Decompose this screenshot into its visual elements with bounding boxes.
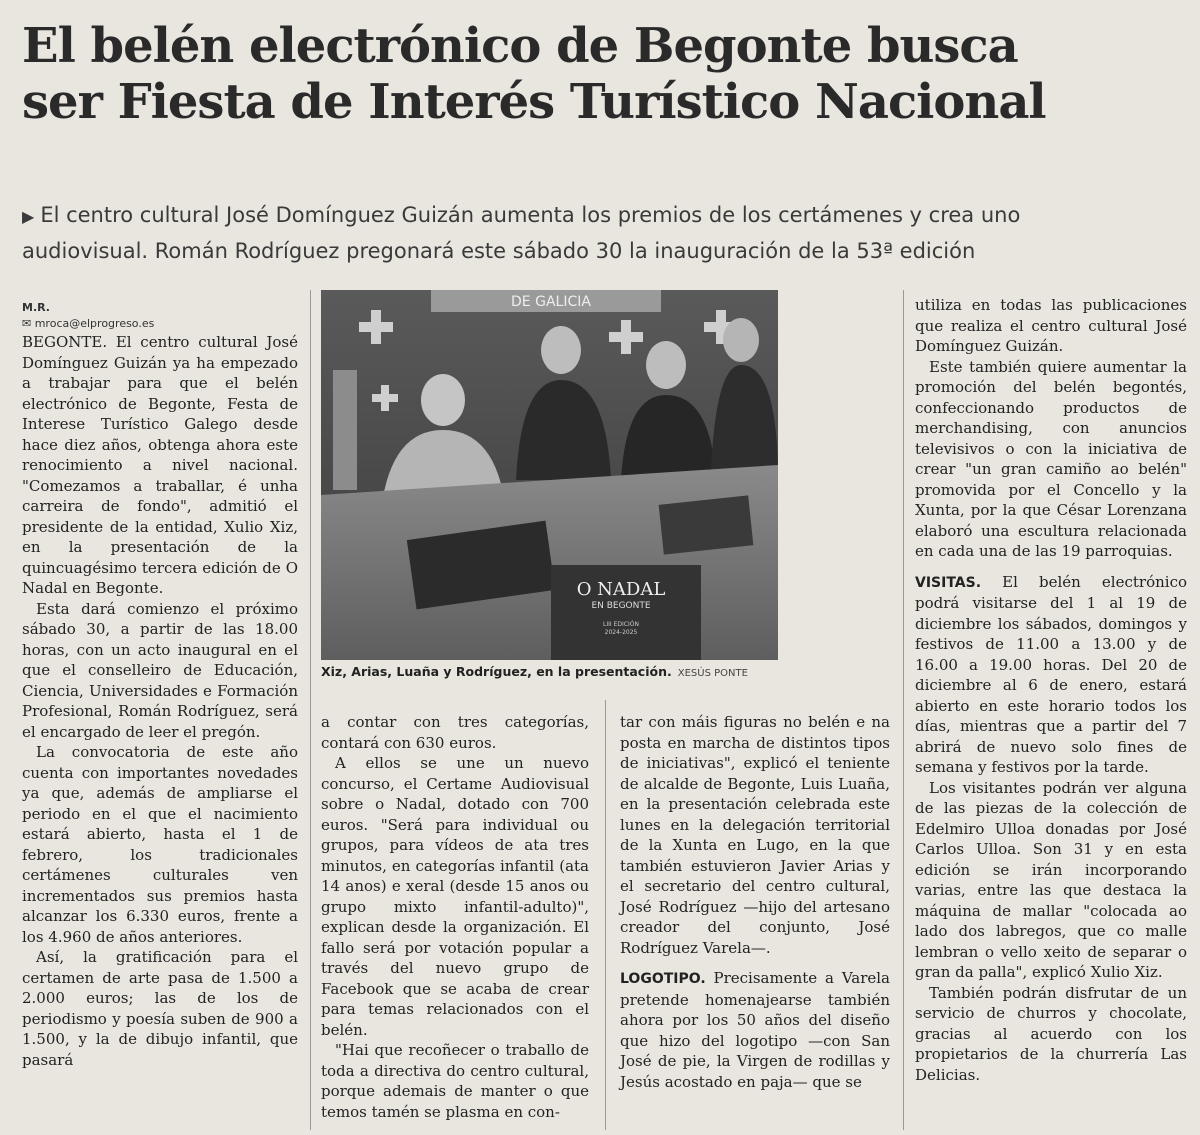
- byline-author: M.R.: [22, 301, 50, 314]
- article-column-4: [915, 295, 1187, 1085]
- flag: [333, 370, 357, 490]
- subheadline-line-2: audiovisual. Román Rodríguez pregonará este sábado 30 la inauguración de la 53ª edición: [22, 239, 976, 263]
- paragraph: Esta dará comienzo el próximo sábado 30, a partir de las 18.00 horas, con un acto inaugural en el que el conselleiro de Educación, Ciencia, Universidades e Formación Profesional, Román Rodríguez, será el encargado de leer el pregón.: [22, 599, 298, 741]
- section-lead: LOGOTIPO.: [620, 971, 706, 987]
- section-lead: VISITAS.: [915, 574, 982, 591]
- paragraph: Este también quiere aumentar la promoción del belén begontés, confeccionando productos de merchandising, con anuncios televisivos o con la iniciativa de crear "un gran camiño ao belén" promovida por el Concello y la Xunta, por la que César Lorenzana elaboró una escultura relacionada en cada una de las 19 parroquias.: [915, 357, 1187, 560]
- paragraph-text: El belén electrónico podrá visitarse del 1 al 19 de diciembre los sábados, domingos y festivos de 11.00 a 13.00 y de 16.00 a 19.00 horas. Del 20 de diciembre al 6 de enero, estará abierto en este horario todos los días, mientras que a partir del 7 abrirá de nuevo solo fines de semana y festivos por la tarde.: [915, 572, 1187, 776]
- paragraph: BEGONTE. El centro cultural José Domínguez Guizán ya ha empezado a trabajar para que el belén electrónico de Begonte, Festa de Interese Turístico Galego desde hace diez años, obtenga ahora este renocimiento a nivel nacional. "Comezamos a traballar, é unha carreira de fondo", admitió el presidente de la entidad, Xulio Xiz, en la presentación de la quincuagésimo tercera edición de O Nadal en Begonte.: [22, 333, 298, 597]
- booklet-edition: LIII EDICIÓN: [603, 621, 639, 628]
- section-paragraph-logotipo: [620, 968, 890, 1092]
- byline-email[interactable]: mroca@elprogreso.es: [34, 317, 155, 330]
- headline-line-1: El belén electrónico de Begonte busca: [22, 18, 1018, 74]
- byline: [22, 300, 298, 332]
- paragraph: Los visitantes podrán ver alguna de las piezas de la colección de Edelmiro Ulloa donadas por José Carlos Ulloa. Son 31 y en esta edición se irán incorporando varias, entre las que destaca la máquina de mallar "colocada ao lado dos labregos, que co malle lembran o vello xeito de separar o gran da palla", explicó Xulio Xiz.: [915, 778, 1187, 981]
- banner-text: DE GALICIA: [511, 294, 591, 310]
- article-photo: [321, 290, 778, 660]
- headline: [22, 18, 1187, 130]
- paragraph: A ellos se une un nuevo concurso, el Certame Audiovisual sobre o Nadal, dotado con 700 euros. "Será para individual ou grupos, para vídeos de ata tres minutos, en categorías infantil (ata 14 anos) e xeral (desde 15 anos ou grupo mixto infantil-adulto)", explican desde la organización. El fallo será por votación popular a través del nuevo grupo de Facebook que se acaba de crear para temas relacionados con el belén.: [321, 754, 589, 1039]
- triangle-right-icon: ▶: [22, 207, 35, 226]
- caption-text: Xiz, Arias, Luaña y Rodríguez, en la presentación.: [321, 664, 672, 679]
- column-divider: [903, 290, 904, 1130]
- booklet-title: O NADAL: [576, 579, 666, 600]
- paragraph: La convocatoria de este año cuenta con importantes novedades ya que, además de ampliarse el periodo en el que el nacimiento estará abierto, hasta el 1 de febrero, los tradicionales certámenes culturales ven incrementados sus premios hasta alcanzar los 6.330 euros, frente a los 4.960 de años anteriores.: [22, 743, 298, 946]
- column-divider: [310, 290, 311, 1130]
- envelope-icon: ✉: [22, 317, 32, 330]
- paragraph: También podrán disfrutar de un servicio de churros y chocolate, gracias al acuerdo con los propietarios de la churrería Las Delicias.: [915, 983, 1187, 1084]
- booklet-subtitle: EN BEGONTE: [591, 601, 651, 611]
- subheadline: [22, 198, 1187, 268]
- photo-caption: [321, 664, 778, 679]
- subheadline-line-1: El centro cultural José Domínguez Guizán aumenta los premios de los certámenes y crea uno: [40, 203, 1021, 227]
- column-divider: [605, 700, 606, 1130]
- headline-line-2: ser Fiesta de Interés Turístico Nacional: [22, 74, 1046, 130]
- press-conference-photo: [321, 290, 778, 660]
- article-column-1: [22, 300, 298, 1070]
- paragraph: utiliza en todas las publicaciones que realiza el centro cultural José Domínguez Guizán.: [915, 296, 1187, 355]
- paragraph: tar con máis figuras no belén e na posta en marcha de distintos tipos de iniciativas", explicó el teniente de alcalde de Begonte, Luis Luaña, en la presentación celebrada este lunes en la delegación territorial de la Xunta en Lugo, en la que también estuvieron Javier Arias y el secretario del centro cultural, José Rodríguez —hijo del artesano creador del conjunto, José Rodríguez Varela—.: [620, 713, 890, 957]
- paragraph: "Hai que recoñecer o traballo de toda a directiva do centro cultural, porque ademais de manter o que temos tamén se plasma en con-: [321, 1041, 589, 1121]
- paragraph: a contar con tres categorías, contará con 630 euros.: [321, 713, 589, 752]
- paragraph-text: Precisamente a Varela pretende homenajearse también ahora por los 50 años del diseño que hizo del logotipo —con San José de pie, la Virgen de rodillas y Jesús acostado en paja— que se: [620, 969, 890, 1091]
- photo-credit: XESÚS PONTE: [677, 668, 748, 679]
- article-column-3: [620, 712, 890, 1092]
- brochure: [659, 495, 754, 554]
- section-paragraph-visitas: [915, 572, 1187, 778]
- article-column-2: [321, 712, 589, 1122]
- paragraph: Así, la gratificación para el certamen de arte pasa de 1.500 a 2.000 euros; las de los de periodismo y poesía suben de 900 a 1.500, y la de dibujo infantil, que pasará: [22, 948, 298, 1069]
- booklet-years: 2024-2025: [604, 629, 638, 636]
